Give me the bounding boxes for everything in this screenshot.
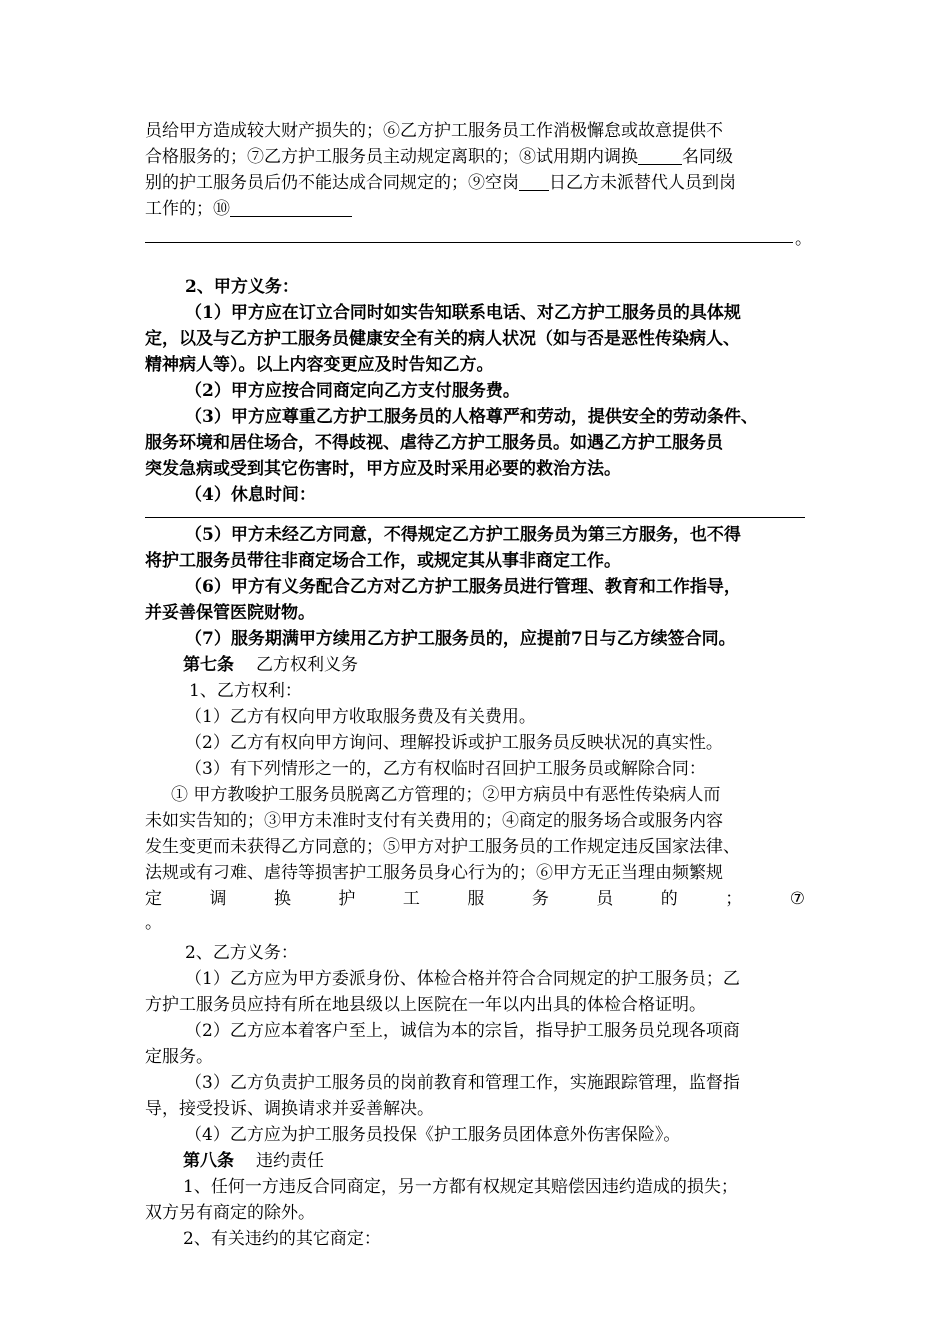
blank-underline — [519, 172, 549, 191]
justified-line: 定 调 换 护 工 服 务 员 的 ； ⑦ — [145, 889, 805, 909]
blank-underline — [230, 198, 352, 217]
text-line: 法规或有刁难、虐待等损害护工服务员身心行为的；⑥甲方无正当理由频繁规 — [145, 863, 723, 883]
text-line: 。 — [145, 913, 162, 933]
text-line: （4）乙方应为护工服务员投保《护工服务员团体意外伤害保险》。 — [185, 1125, 681, 1145]
text-line: 将护工服务员带往非商定场合工作，或规定其从事非商定工作。 — [145, 551, 621, 571]
text-line: 并妥善保管医院财物。 — [145, 603, 315, 623]
text-line: ① 甲方教唆护工服务员脱离乙方管理的；②甲方病员中有恶性传染病人而 — [171, 785, 721, 805]
text-line: （3）甲方应尊重乙方护工服务员的人格尊严和劳动，提供安全的劳动条件、 — [185, 407, 758, 427]
text-line: （1）甲方应在订立合同时如实告知联系电话、对乙方护工服务员的具体规 — [185, 303, 741, 323]
text-line: 定，以及与乙方护工服务员健康安全有关的病人状况（如与否是恶性传染病人、 — [145, 329, 740, 349]
section-heading: 2、甲方义务： — [185, 277, 299, 297]
text-line: 1、乙方权利： — [189, 681, 302, 701]
text-line: 双方另有商定的除外。 — [145, 1203, 315, 1223]
text-line: （2）乙方应本着客户至上，诚信为本的宗旨，指导护工服务员兑现各项商 — [185, 1021, 740, 1041]
text-line: （2）甲方应按合同商定向乙方支付服务费。 — [185, 381, 520, 401]
text-line: 别的护工服务员后仍不能达成合同规定的；⑨空岗 日乙方未派替代人员到岗 — [145, 173, 736, 193]
blank-underline — [638, 146, 682, 165]
text-line: 精神病人等）。以上内容变更应及时告知乙方。 — [145, 355, 494, 375]
text-line: 导，接受投诉、调换请求并妥善解决。 — [145, 1099, 434, 1119]
text-line: 合格服务的；⑦乙方护工服务员主动规定离职的；⑧试用期内调换 名同级 — [145, 147, 733, 167]
text-line: （3）乙方负责护工服务员的岗前教育和管理工作，实施跟踪管理，监督指 — [185, 1073, 740, 1093]
text-line: 1、任何一方违反合同商定，另一方都有权规定其赔偿因违约造成的损失； — [183, 1177, 738, 1197]
text-line: （1）乙方有权向甲方收取服务费及有关费用。 — [185, 707, 536, 727]
blank-rule — [145, 517, 805, 518]
text-line: （3）有下列情形之一的，乙方有权临时召回护工服务员或解除合同： — [185, 759, 706, 779]
text-line: （4）休息时间： — [185, 485, 316, 505]
text-line: 未如实告知的；③甲方未准时支付有关费用的；④商定的服务场合或服务内容 — [145, 811, 723, 831]
text-line: 发生变更而未获得乙方同意的；⑤甲方对护工服务员的工作规定违反国家法律、 — [145, 837, 740, 857]
text-line: 2、有关违约的其它商定： — [183, 1229, 381, 1249]
blank-rule — [145, 242, 793, 243]
text-line: 定服务。 — [145, 1047, 213, 1067]
text-line: （2）乙方有权向甲方询问、理解投诉或护工服务员反映状况的真实性。 — [185, 733, 723, 753]
text-line: （1）乙方应为甲方委派身份、体检合格并符合合同规定的护工服务员；乙 — [185, 969, 740, 989]
text-line: （6）甲方有义务配合乙方对乙方护工服务员进行管理、教育和工作指导， — [185, 577, 741, 597]
text-line: 突发急病或受到其它伤害时，甲方应及时采用必要的救治方法。 — [145, 459, 621, 479]
text-line: （7）服务期满甲方续用乙方护工服务员的，应提前7日与乙方续签合同。 — [185, 629, 736, 649]
text-line: 方护工服务员应持有所在地县级以上医院在一年以内出具的体检合格证明。 — [145, 995, 706, 1015]
text-line: （5）甲方未经乙方同意，不得规定乙方护工服务员为第三方服务，也不得 — [185, 525, 741, 545]
text-line: 服务环境和居住场合，不得歧视、虐待乙方护工服务员。如遇乙方护工服务员 — [145, 433, 723, 453]
article-heading: 第八条 违约责任 — [183, 1151, 324, 1171]
text-line: 员给甲方造成较大财产损失的；⑥乙方护工服务员工作消极懈怠或故意提供不 — [145, 121, 723, 141]
article-heading: 第七条 乙方权利义务 — [183, 655, 358, 675]
text-line: 。 — [795, 229, 812, 249]
text-line: 2、乙方义务： — [185, 943, 298, 963]
text-line: 工作的；⑩ — [145, 196, 352, 222]
